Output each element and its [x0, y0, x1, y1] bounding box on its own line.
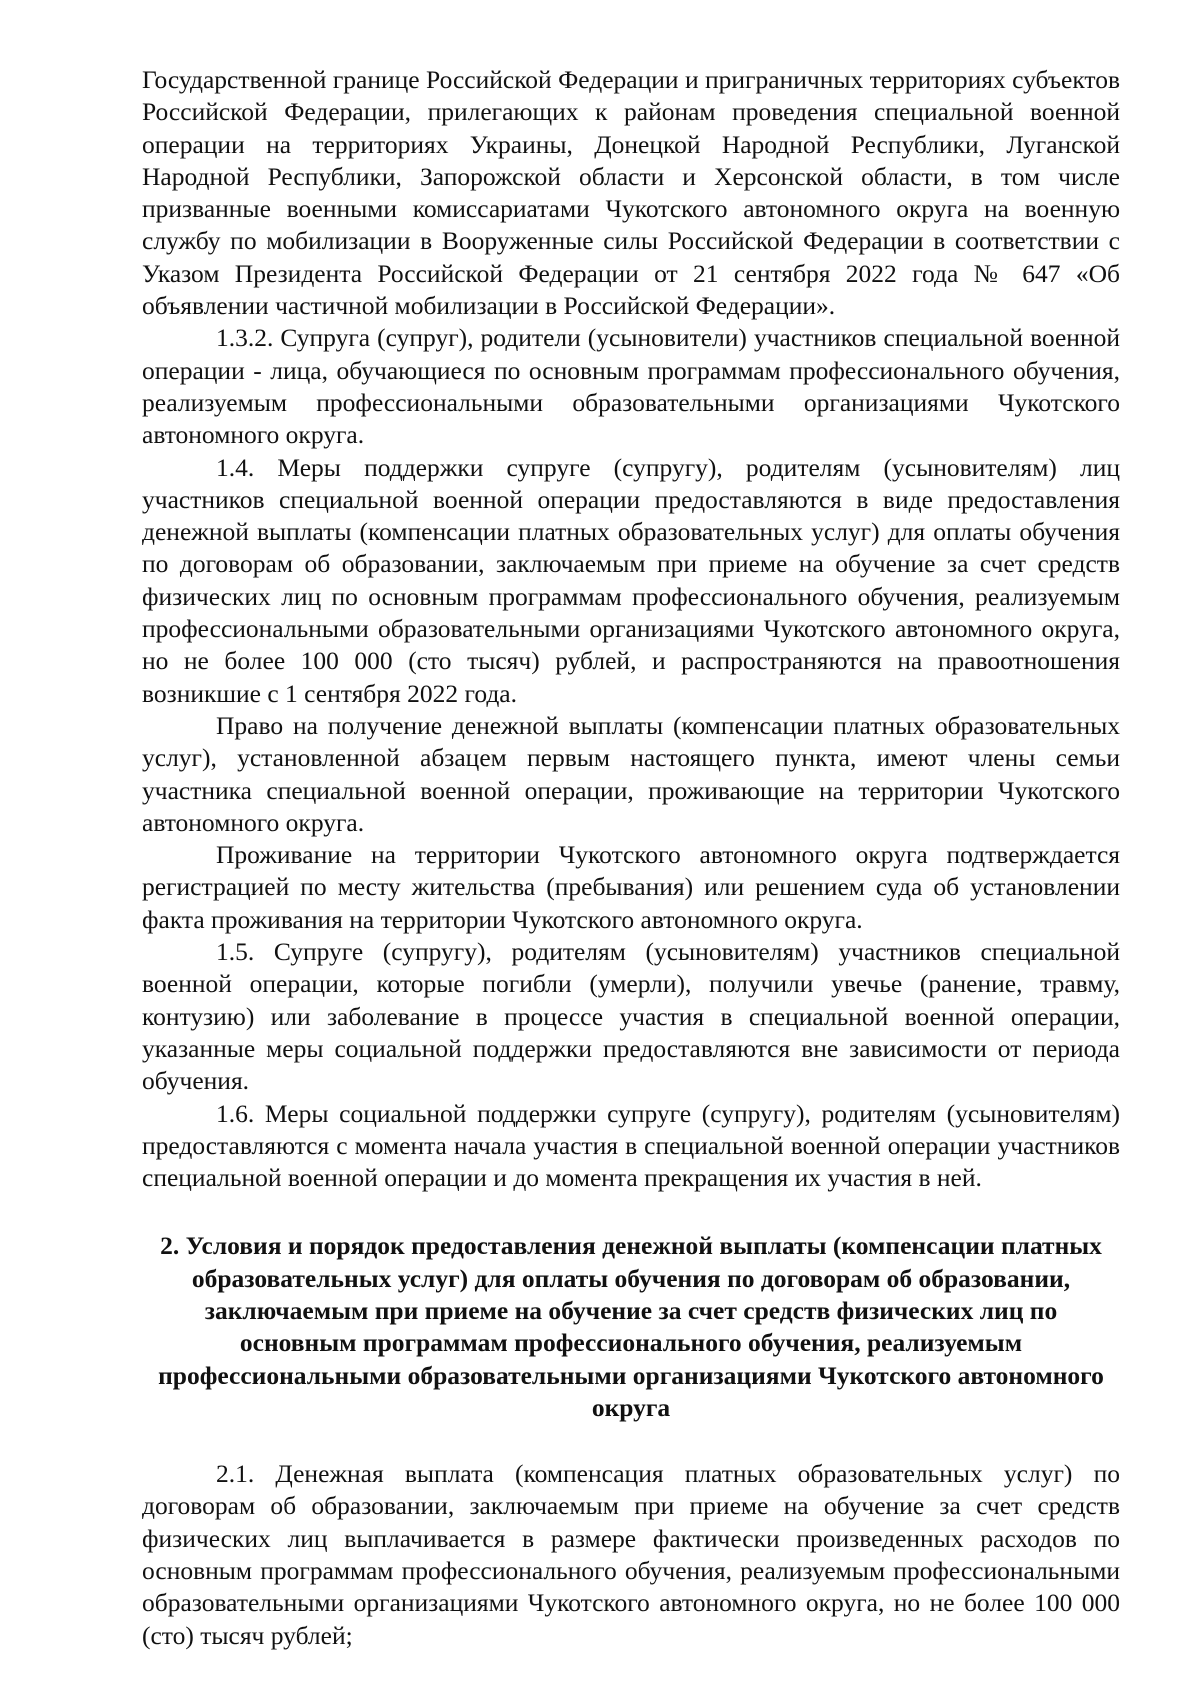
paragraph-continuation: Государственной границе Российской Федерации и приграничных территориях субъектов Российской Федерации, прилегающих к районам проведения специальной военной операции на территориях Украины, Донецкой Народной Республики, Луганской Народной Республики, Запорожской области и Херсонской области, в том числе призванные военными комиссариатами Чукотского автономного округа на военную службу по мобилизации в Вооруженные силы Российской Федерации в соответствии с Указом Президента Российской Федерации от 21 сентября 2022 года № 647 «Об объявлении частичной мобилизации в Российской Федерации». — [142, 65, 1120, 321]
paragraph-right-to-payment: Право на получение денежной выплаты (компенсации платных образовательных услуг), установленной абзацем первым настоящего пункта, имеют члены семьи участника специальной военной операции, проживающие на территории Чукотского автономного округа. — [142, 710, 1120, 837]
paragraph-1-4: 1.4. Меры поддержки супруге (супругу), родителям (усыновителям) лиц участников специальной военной операции предоставляются в виде предоставления денежной выплаты (компенсации платных образовательных услуг) для оплаты обучения по договорам об образовании, заключаемым при приеме на обучение за счет средств физических лиц по основным программам профессионального обучения, реализуемым профессиональными образовательными организациями Чукотского автономного округа, но не более 100 000 (сто тысяч) рублей, и распространяются на правоотношения возникшие с 1 сентября 2022 года. — [142, 452, 1120, 708]
paragraph-residence: Проживание на территории Чукотского автономного округа подтверждается регистрацией по месту жительства (пребывания) или решением суда об установлении факта проживания на территории Чукотского автономного округа. — [142, 840, 1120, 934]
paragraph-2-1: 2.1. Денежная выплата (компенсация платных образовательных услуг) по договорам об образовании, заключаемым при приеме на обучение за счет средств физических лиц выплачивается в размере фактически произведенных расходов по основным программам профессионального обучения, реализуемым профессиональными образовательными организациями Чукотского автономного округа, но не более 100 000 (сто) тысяч рублей; — [142, 1459, 1120, 1650]
document-body — [142, 64, 1120, 1652]
section-2-heading: 2. Условия и порядок предоставления денежной выплаты (компенсации платных образовательных услуг) для оплаты обучения по договорам об образовании, заключаемым при приеме на обучение за счет средств физических лиц по основным программам профессионального обучения, реализуемым профессиональными образовательными организациями Чукотского автономного округа — [158, 1231, 1104, 1422]
paragraph-1-6: 1.6. Меры социальной поддержки супруге (супругу), родителям (усыновителям) предоставляются с момента начала участия в специальной военной операции участников специальной военной операции и до момента прекращения их участия в ней. — [142, 1098, 1120, 1193]
paragraph-1-3-2: 1.3.2. Супруга (супруг), родители (усыновители) участников специальной военной операции - лица, обучающиеся по основным программам профессионального обучения, реализуемым профессиональными образовательными организациями Чукотского автономного округа. — [142, 323, 1120, 450]
paragraph-1-5: 1.5. Супруге (супругу), родителям (усыновителям) участников специальной военной операции, которые погибли (умерли), получили увечье (ранение, травму, контузию) или заболевание в процессе участия в специальной военной операции, указанные меры социальной поддержки предоставляются вне зависимости от периода обучения. — [142, 937, 1120, 1096]
